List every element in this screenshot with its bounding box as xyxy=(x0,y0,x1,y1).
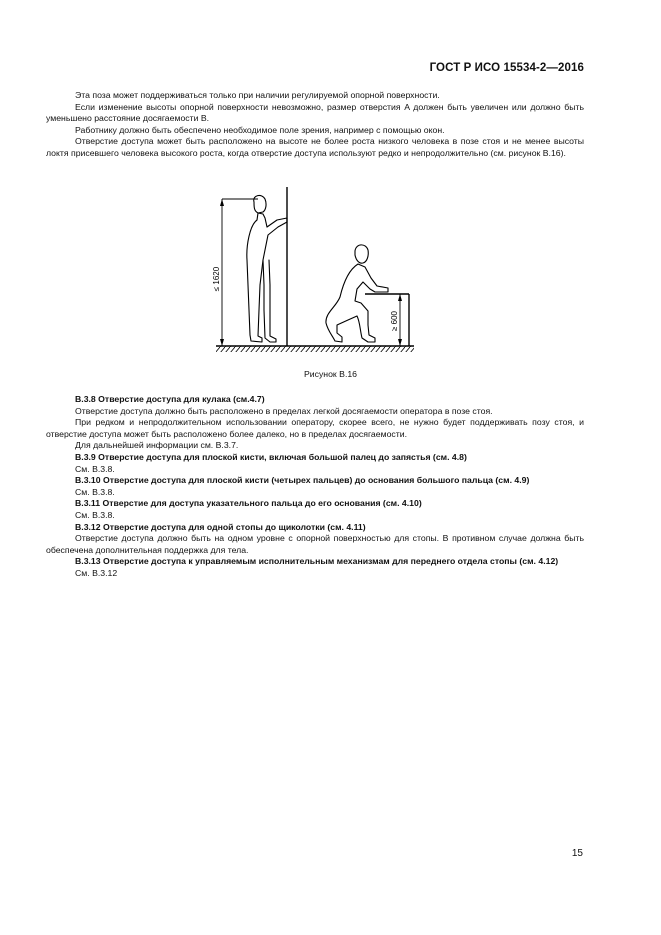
page-number: 15 xyxy=(571,848,583,859)
paragraph: См. В.3.12 xyxy=(75,567,118,578)
section-heading: В.3.8 Отверстие доступа для кулака (см.4.7) xyxy=(75,394,265,404)
paragraph: См. В.3.8. xyxy=(75,486,115,497)
ground-hatch xyxy=(216,346,414,352)
document-header: ГОСТ Р ИСО 15534-2—2016 xyxy=(429,62,584,74)
section-heading: В.3.11 Отверстие для доступа указательного пальца до его основания (см. 4.10) xyxy=(75,498,422,509)
sections-text xyxy=(46,394,584,580)
paragraph: Эта поза может поддерживаться только при наличии регулируемой опорной поверхности. xyxy=(75,90,440,100)
paragraph: См. В.3.8. xyxy=(75,463,115,474)
section-heading: В.3.9 Отверстие доступа для плоской кисти, включая большой палец до запястья (см. 4.8) xyxy=(75,451,467,462)
section-heading: В.3.10 Отверстие доступа для плоской кисти (четырех пальцев) до основания большого пальца (см. 4.9) xyxy=(75,475,530,486)
figure-caption: Рисунок В.16 xyxy=(303,369,358,379)
paragraph: Если изменение высоты опорной поверхности невозможно, размер отверстия A должен быть увеличен или должно быть уменьшено расстояние досягаемости B. xyxy=(46,101,584,124)
paragraph: Работнику должно быть обеспечено необходимое поле зрения, например с помощью окон. xyxy=(75,124,445,135)
section-heading: В.3.13 Отверстие доступа к управляемым исполнительным механизмам для переднего отдела стопы (см. 4.12) xyxy=(75,556,559,567)
dimension-seated-label: ≥ 600 xyxy=(390,311,399,331)
section-heading: В.3.12 Отверстие доступа для одной стопы до щиколотки (см. 4.11) xyxy=(75,521,366,532)
paragraph: Отверстие доступа должно быть на одном уровне с опорной поверхностью для стопы. В противном случае должна быть обеспечена дополнительная поддержка для тела. xyxy=(46,533,584,555)
paragraph: Отверстие доступа должно быть расположено в пределах легкой досягаемости оператора в позе стоя. xyxy=(75,405,493,416)
standing-person xyxy=(247,195,287,342)
intro-text xyxy=(46,90,584,160)
figure-drawing xyxy=(210,185,430,355)
figure-b16 xyxy=(210,185,430,355)
paragraph: При редком и непродолжительном использовании оператору, скорее всего, не нужно будет поддерживать позу стоя, и отверстие доступа может быть расположено более далеко, но в пределах досягаемости. xyxy=(46,417,584,439)
dimension-standing-label: ≤ 1620 xyxy=(212,266,221,292)
paragraph: Для дальнейшей информации см. В.3.7. xyxy=(75,440,239,451)
paragraph: См. В.3.8. xyxy=(75,509,115,520)
paragraph: Отверстие доступа может быть расположено на высоте не более роста низкого человека в позе стоя и не менее высоты локтя присевшего человека высокого роста, когда отверстие доступа используют редко и непродолжительно (см. рисунок В.16). xyxy=(46,136,584,158)
